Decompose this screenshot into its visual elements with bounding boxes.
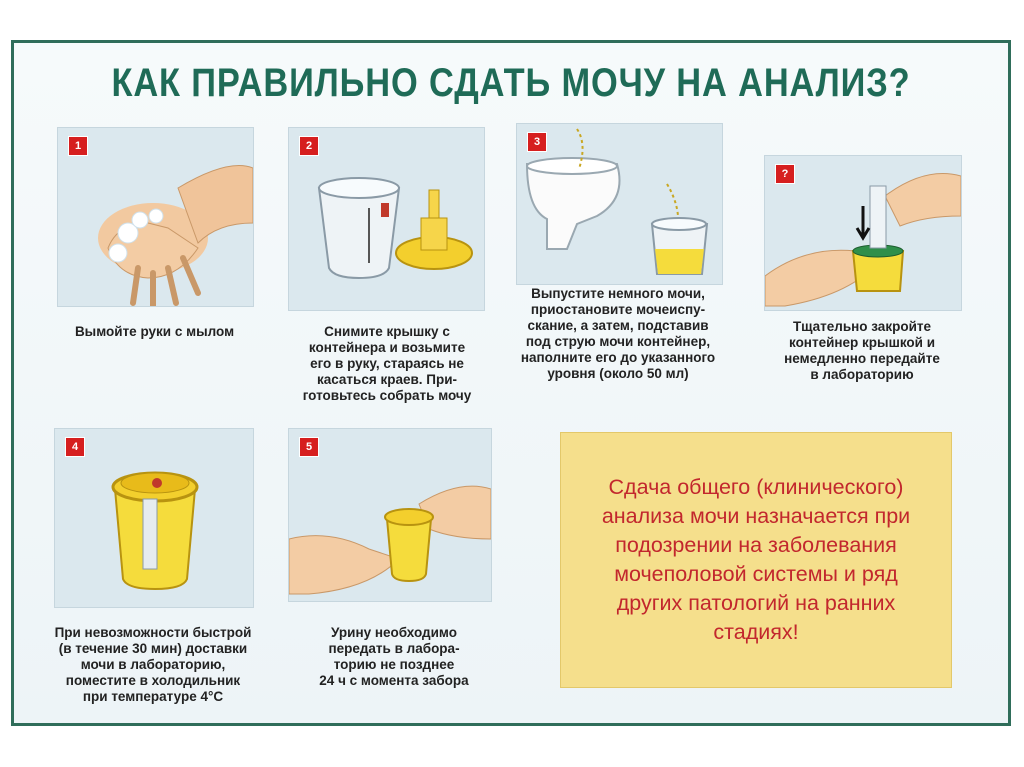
step-2-illustration — [288, 127, 485, 311]
step-4-caption: Тщательно закройте контейнер крышкой и немедленно передайте в лабораторию — [784, 319, 940, 382]
step-number-badge: ? — [775, 164, 795, 184]
step-5-illustration — [54, 428, 254, 608]
step-number-badge: 3 — [527, 132, 547, 152]
step-number-badge: 1 — [68, 136, 88, 156]
step-5-caption: При невозможности быстрой (в течение 30 мин) доставки мочи в лабораторию, поместите в холодильник при температуре 4°С — [54, 625, 252, 704]
info-text: Сдача общего (клинического) анализа мочи назначается при подозрении на заболевания мочеполовой системы и ряд других патологий на ранних стадиях! — [601, 475, 911, 644]
step-6-caption: Урину необходимо передать в лабора- торию не позднее 24 ч с момента забора — [319, 625, 469, 688]
step-4-illustration — [764, 155, 962, 311]
info-box — [560, 432, 952, 688]
step-2-caption: Снимите крышку с контейнера и возьмите его в руку, стараясь не касаться краев. При- готовьтесь собрать мочу — [302, 324, 472, 403]
step-1-illustration — [57, 127, 254, 307]
toilet-container-icon — [517, 124, 722, 284]
step-number-badge: 2 — [299, 136, 319, 156]
step-3-illustration — [516, 123, 723, 285]
poster — [11, 40, 1011, 726]
step-3-caption: Выпустите немного мочи, приостановите мочеиспу- скание, а затем, подставив под струю мочи контейнер, наполните его до указанного уровня (около 50 мл) — [520, 286, 716, 381]
step-number-badge: 5 — [299, 437, 319, 457]
page-title: КАК ПРАВИЛЬНО СДАТЬ МОЧУ НА АНАЛИЗ? — [111, 61, 911, 105]
step-number-badge: 4 — [65, 437, 85, 457]
step-6-illustration — [288, 428, 492, 602]
handing-container-icon — [289, 429, 491, 601]
step-1-caption: Вымойте руки с мылом — [74, 324, 235, 339]
